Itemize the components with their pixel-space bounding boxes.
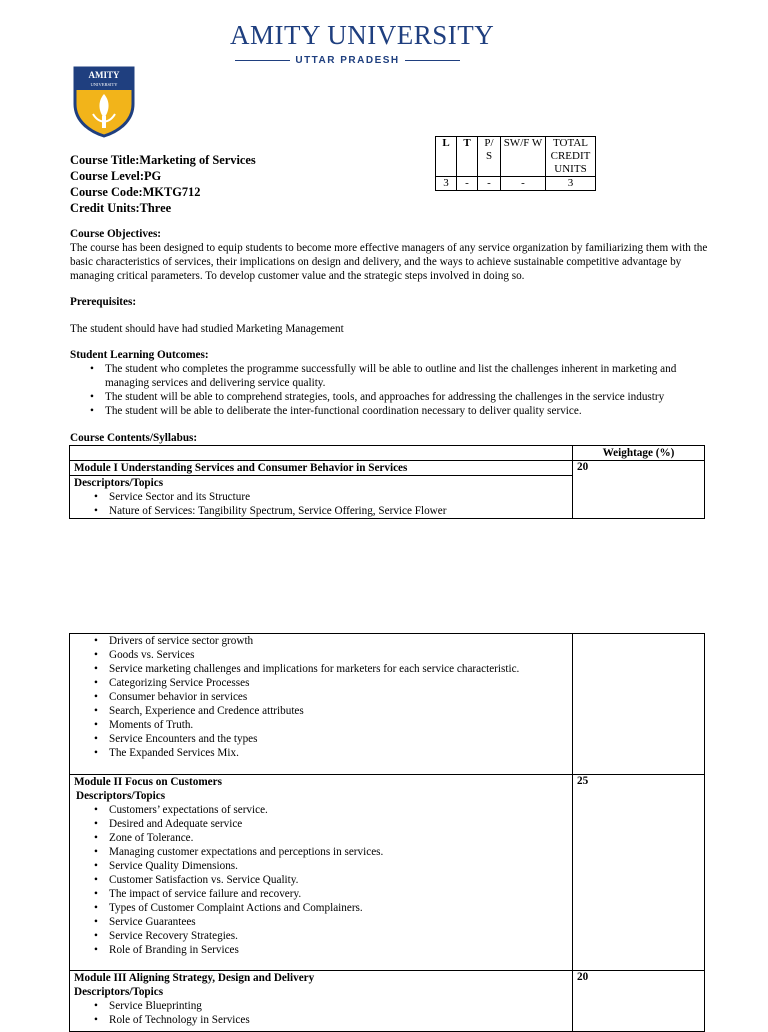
university-location: UTTAR PRADESH — [295, 55, 400, 66]
weightage-header-row — [70, 446, 705, 461]
outcomes-heading: Student Learning Outcomes: — [70, 349, 209, 361]
credits-value-total: 3 — [546, 177, 596, 191]
module2-title: Module II Focus on Customers — [74, 776, 222, 788]
topic-item: • Role of Branding in Services — [74, 943, 568, 957]
university-name: AMITY UNIVERSITY — [230, 20, 495, 50]
empty-cell — [573, 634, 705, 775]
topic-item: • Customers’ expectations of service. — [74, 803, 568, 817]
objectives-text: The course has been designed to equip students to become more effective managers of any service organization by familiarizing them with the basic characteristics of services, their implications on design and delivery, and the ways to achieve sustainable competitive advantage by managing critical parameters. To develop customer value and the strategic steps involved in doing so. — [70, 242, 708, 282]
topic-item: • Service Guarantees — [74, 915, 568, 929]
credits-header-l: L — [436, 137, 457, 177]
outcome-item: • The student will be able to deliberate the inter-functional coordination necessary to deliver quality service. — [70, 404, 710, 418]
topic-item: • Zone of Tolerance. — [74, 831, 568, 845]
course-title: Course Title:Marketing of Services — [70, 153, 256, 167]
credits-value-t: - — [457, 177, 478, 191]
outcomes-section — [70, 348, 710, 418]
topic-item: • Search, Experience and Credence attributes — [74, 704, 568, 718]
credits-header-ps: P/ S — [478, 137, 501, 177]
topic-item: • Service Blueprinting — [74, 999, 568, 1013]
topic-item: • Customer Satisfaction vs. Service Quality. — [74, 873, 568, 887]
objectives-section — [70, 227, 710, 283]
credits-value-ps: - — [478, 177, 501, 191]
prerequisites-text: The student should have had studied Marketing Management — [70, 323, 344, 335]
module2-weight: 25 — [573, 775, 705, 971]
prerequisites-heading: Prerequisites: — [70, 296, 137, 308]
module1-row — [70, 461, 705, 519]
topic-item: • Role of Technology in Services — [74, 1013, 568, 1027]
topic-item: • Consumer behavior in services — [74, 690, 568, 704]
objectives-heading: Course Objectives: — [70, 228, 162, 240]
module2-topics — [74, 803, 568, 957]
credits-header-swfw: SW/F W — [501, 137, 546, 177]
course-level: Course Level:PG — [70, 169, 162, 183]
topic-item: • The impact of service failure and recovery. — [74, 887, 568, 901]
weightage-header: Weightage (%) — [573, 446, 705, 461]
topic-item: • Desired and Adequate service — [74, 817, 568, 831]
course-code: Course Code:MKTG712 — [70, 185, 201, 199]
module1-continued-row — [70, 634, 705, 775]
topic-item: • Service Sector and its Structure — [74, 490, 568, 504]
topic-item: • Drivers of service sector growth — [74, 634, 568, 648]
credits-value-row — [436, 177, 596, 191]
course-meta — [70, 152, 256, 216]
topic-item: • Moments of Truth. — [74, 718, 568, 732]
topic-item: • Nature of Services: Tangibility Spectrum, Service Offering, Service Flower — [74, 504, 568, 518]
topic-item: • Types of Customer Complaint Actions and Complainers. — [74, 901, 568, 915]
amity-logo-icon — [73, 66, 135, 138]
credits-header-t: T — [457, 137, 478, 177]
topic-item: • The Expanded Services Mix. — [74, 746, 568, 760]
topic-item: • Service marketing challenges and implications for marketers for each service characteristic. — [74, 662, 568, 676]
module1-topics — [74, 490, 568, 518]
topic-item: • Service Recovery Strategies. — [74, 929, 568, 943]
topic-item: • Goods vs. Services — [74, 648, 568, 662]
outcome-item: • The student who completes the programme successfully will be able to outline and list the challenges inherent in marketing and managing services and delivering service quality. — [70, 362, 710, 390]
course-credits: Credit Units:Three — [70, 201, 172, 215]
module3-topics — [74, 999, 568, 1027]
syllabus-table-page1 — [69, 445, 705, 519]
university-subtitle — [235, 55, 460, 66]
divider — [405, 60, 460, 61]
credits-value-l: 3 — [436, 177, 457, 191]
logo-text: AMITY — [88, 70, 120, 80]
module1-title: Module I Understanding Services and Consumer Behavior in Services — [74, 462, 408, 474]
topic-item: • Service Quality Dimensions. — [74, 859, 568, 873]
module1-topics-continued — [74, 634, 568, 760]
topic-item: • Categorizing Service Processes — [74, 676, 568, 690]
descriptors-label: Descriptors/Topics — [70, 475, 572, 490]
topic-item: • Service Encounters and the types — [74, 732, 568, 746]
empty-cell — [70, 446, 573, 461]
module3-row — [70, 971, 705, 1032]
credits-header-row — [436, 137, 596, 177]
syllabus-table-page2 — [69, 633, 705, 1032]
module1-weight: 20 — [573, 461, 705, 519]
credits-header-total: TOTAL CREDIT UNITS — [546, 137, 596, 177]
logo-subtext: UNIVERSITY — [90, 82, 118, 87]
topic-item: • Managing customer expectations and perceptions in services. — [74, 845, 568, 859]
module3-weight: 20 — [573, 971, 705, 1032]
syllabus-heading: Course Contents/Syllabus: — [70, 432, 198, 444]
divider — [235, 60, 290, 61]
descriptors-label: Descriptors/Topics — [74, 986, 164, 998]
module3-title: Module III Aligning Strategy, Design and Delivery — [74, 972, 315, 984]
credits-value-swfw: - — [501, 177, 546, 191]
outcome-item: • The student will be able to comprehend strategies, tools, and approaches for addressing the challenges in the service industry — [70, 390, 710, 404]
descriptors-label: Descriptors/Topics — [76, 790, 166, 802]
credits-table — [435, 136, 596, 191]
module2-row — [70, 775, 705, 971]
outcomes-list — [70, 362, 710, 418]
